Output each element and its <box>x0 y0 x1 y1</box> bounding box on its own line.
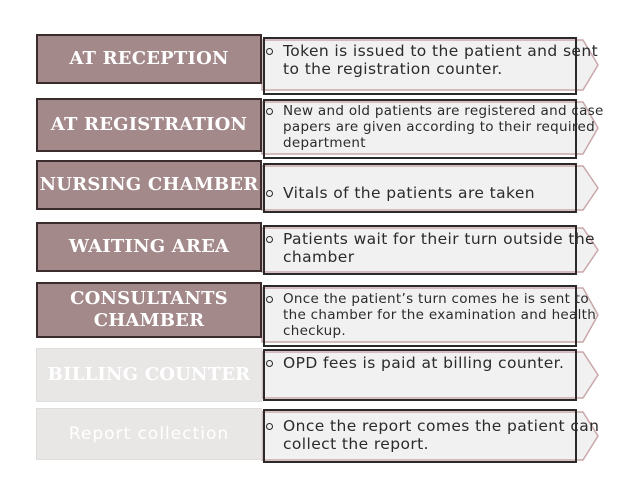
description-text: New and old patients are registered and case papers are given according to their required department <box>283 103 604 151</box>
stage-description <box>266 230 612 266</box>
description-text: Vitals of the patients are taken <box>283 184 535 202</box>
process-row <box>0 96 638 160</box>
stage-label: Report collection <box>36 408 262 460</box>
stage-description <box>266 417 612 453</box>
stage-label: AT REGISTRATION <box>36 98 262 152</box>
process-row <box>0 282 638 348</box>
description-text: Once the report comes the patient can collect the report. <box>283 417 600 453</box>
description-text: OPD fees is paid at billing counter. <box>283 354 565 372</box>
process-row <box>0 406 638 466</box>
stage-label: WAITING AREA <box>36 222 262 272</box>
stage-description <box>266 354 612 372</box>
stage-description <box>266 42 612 78</box>
stage-label: CONSULTANTS CHAMBER <box>36 282 262 338</box>
bullet-icon <box>266 48 273 55</box>
stage-label: NURSING CHAMBER <box>36 160 262 210</box>
bullet-icon <box>266 423 273 430</box>
process-row <box>0 222 638 278</box>
process-row <box>0 34 638 96</box>
stage-label: AT RECEPTION <box>36 34 262 84</box>
process-row <box>0 346 638 404</box>
bullet-icon <box>266 360 273 367</box>
bullet-icon <box>266 108 273 115</box>
bullet-icon <box>266 236 273 243</box>
stage-description <box>266 184 612 202</box>
description-text: Patients wait for their turn outside the chamber <box>283 230 595 266</box>
stage-label: BILLING COUNTER <box>36 348 262 402</box>
bullet-icon <box>266 296 273 303</box>
stage-description <box>266 103 612 151</box>
description-text: Token is issued to the patient and sent to the registration counter. <box>283 42 599 78</box>
bullet-icon <box>266 190 273 197</box>
stage-description <box>266 291 612 339</box>
description-text: Once the patient’s turn comes he is sent to the chamber for the examination and health checkup. <box>283 291 597 339</box>
process-row <box>0 160 638 216</box>
